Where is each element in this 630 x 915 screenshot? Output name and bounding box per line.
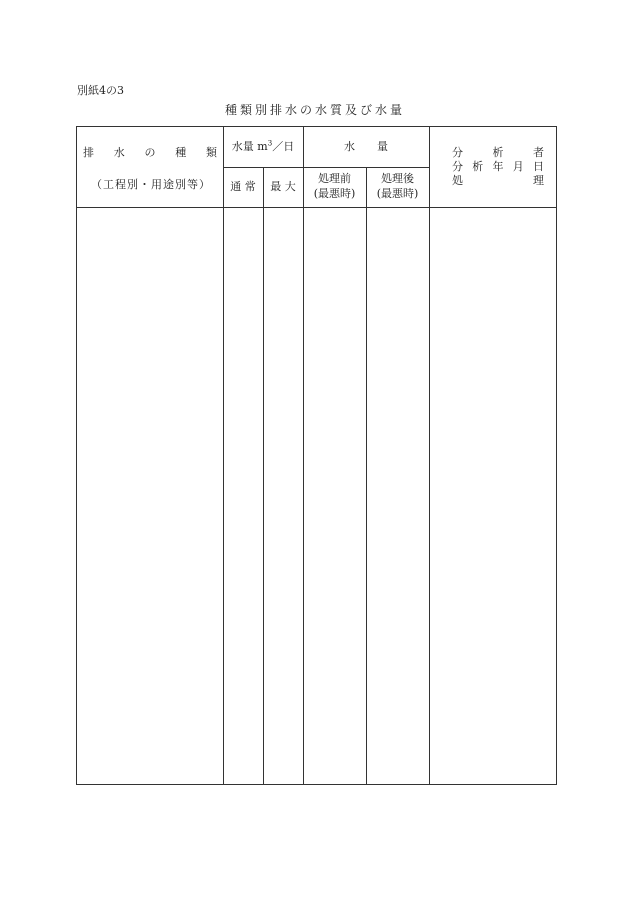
column-divider bbox=[263, 167, 264, 784]
column-divider bbox=[223, 127, 224, 784]
drainage-type-header: 排 水 の 種 類 bbox=[83, 146, 217, 159]
analysis-date-header: 分 析 年 月 日 bbox=[452, 160, 544, 173]
volume-header-prefix: 水量 m bbox=[231, 140, 268, 153]
drainage-type-subheader: （工程別・用途別等） bbox=[91, 178, 211, 191]
before-treatment-note: (最悪時) bbox=[313, 187, 356, 200]
analyst-header: 分 析 者 bbox=[452, 146, 544, 159]
volume-normal-header: 通 常 bbox=[230, 180, 256, 193]
header-bottom-border bbox=[77, 207, 556, 208]
volume-header bbox=[223, 140, 303, 154]
header-subdivider bbox=[223, 167, 429, 168]
quantity-header: 水 量 bbox=[344, 140, 388, 153]
volume-unit-exponent: 3 bbox=[267, 139, 273, 148]
treatment-header: 処 理 bbox=[452, 174, 544, 187]
column-divider bbox=[303, 127, 304, 784]
after-treatment-header: 処理後 bbox=[381, 172, 414, 185]
volume-header-suffix: ／日 bbox=[272, 140, 295, 153]
before-treatment-header: 処理前 bbox=[318, 172, 351, 185]
water-quality-table bbox=[76, 126, 557, 785]
after-treatment-note: (最悪時) bbox=[376, 187, 419, 200]
form-number-label: 別紙4の3 bbox=[77, 84, 124, 97]
document-title: 種類別排水の水質及び水量 bbox=[224, 103, 405, 117]
column-divider bbox=[366, 167, 367, 784]
volume-max-header: 最 大 bbox=[270, 180, 296, 193]
column-divider bbox=[429, 127, 430, 784]
